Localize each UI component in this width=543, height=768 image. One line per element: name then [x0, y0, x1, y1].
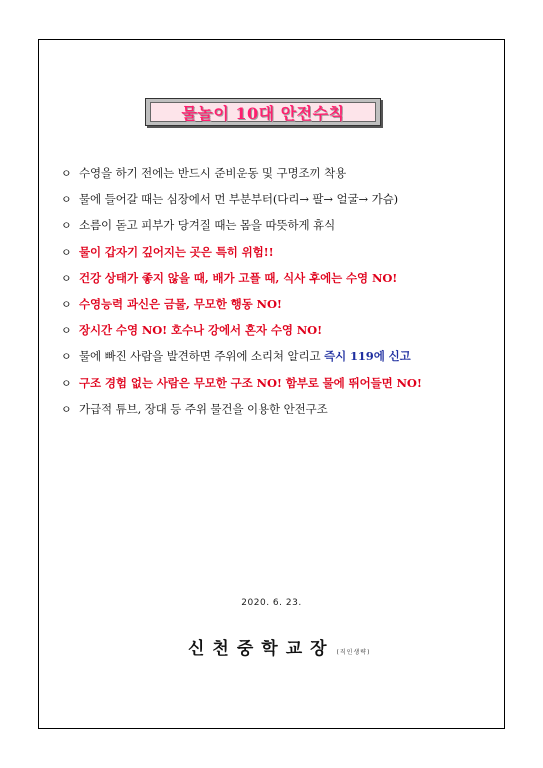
safety-rule-text	[79, 348, 411, 364]
bullet-marker: ㅇ	[61, 167, 72, 181]
rule-text-segment: 즉시 119에 신고	[324, 349, 411, 364]
safety-rule-item	[61, 396, 501, 422]
safety-rule-text	[79, 401, 328, 417]
safety-rule-item	[61, 239, 501, 265]
bullet-marker: ㅇ	[61, 376, 72, 390]
bullet-marker: ㅇ	[61, 219, 72, 233]
safety-rule-text	[79, 165, 346, 181]
safety-rule-text	[79, 191, 398, 207]
rule-text-segment: 장시간 수영 NO! 호수나 강에서 혼자 수영 NO!	[79, 323, 323, 338]
bullet-marker: ㅇ	[61, 298, 72, 312]
safety-rule-item	[61, 317, 501, 343]
rule-text-segment: 물에 들어갈 때는 심장에서 먼 부분부터(다리→ 팔→ 얼굴→ 가슴)	[79, 192, 399, 207]
safety-rule-text	[79, 244, 274, 260]
title-banner	[145, 98, 381, 126]
bullet-marker: ㅇ	[61, 245, 72, 259]
rule-text-segment: 가급적 튜브, 장대 등 주위 물건을 이용한 안전구조	[79, 401, 328, 416]
rule-text-segment: 수영을 하기 전에는 반드시 준비운동 및 구명조끼 착용	[79, 166, 347, 181]
safety-rule-text	[79, 217, 335, 233]
signature-block	[188, 634, 370, 659]
bullet-marker: ㅇ	[61, 350, 72, 364]
page-title: 물놀이 10대 안전수칙	[181, 103, 345, 123]
seal-omitted-note: (직인생략)	[336, 649, 371, 656]
rule-text-segment: 물에 빠진 사람을 발견하면 주위에 소리쳐 알리고	[79, 349, 325, 364]
title-banner-inner	[150, 102, 376, 122]
safety-rule-text	[79, 375, 422, 391]
safety-rule-item	[61, 212, 501, 238]
safety-rule-item	[61, 186, 501, 212]
rule-text-segment: 수영능력 과신은 금물, 무모한 행동 NO!	[79, 297, 282, 312]
bullet-marker: ㅇ	[61, 193, 72, 207]
principal-name: 신천중학교장	[188, 639, 335, 659]
bullet-marker: ㅇ	[61, 271, 72, 285]
document-date: 2020. 6. 23.	[241, 598, 302, 608]
safety-rule-item	[61, 343, 501, 369]
rule-text-segment: 건강 상태가 좋지 않을 때, 배가 고플 때, 식사 후에는 수영 NO!	[79, 270, 398, 285]
bullet-marker: ㅇ	[61, 402, 72, 416]
rule-text-segment: 물이 갑자기 깊어지는 곳은 특히 위험!!	[79, 244, 274, 259]
safety-rule-text	[79, 296, 282, 312]
bullet-marker: ㅇ	[61, 324, 72, 338]
rule-text-segment: 구조 경험 없는 사람은 무모한 구조 NO! 함부로 물에 뛰어들면 NO!	[79, 375, 422, 390]
safety-rule-item	[61, 291, 501, 317]
safety-rules-list	[61, 160, 501, 422]
safety-rule-text	[79, 270, 397, 286]
safety-rule-item	[61, 160, 501, 186]
safety-rule-item	[61, 370, 501, 396]
safety-rule-item	[61, 265, 501, 291]
safety-rule-text	[79, 322, 322, 338]
rule-text-segment: 소름이 돋고 피부가 당겨질 때는 몸을 따뜻하게 휴식	[79, 218, 336, 233]
